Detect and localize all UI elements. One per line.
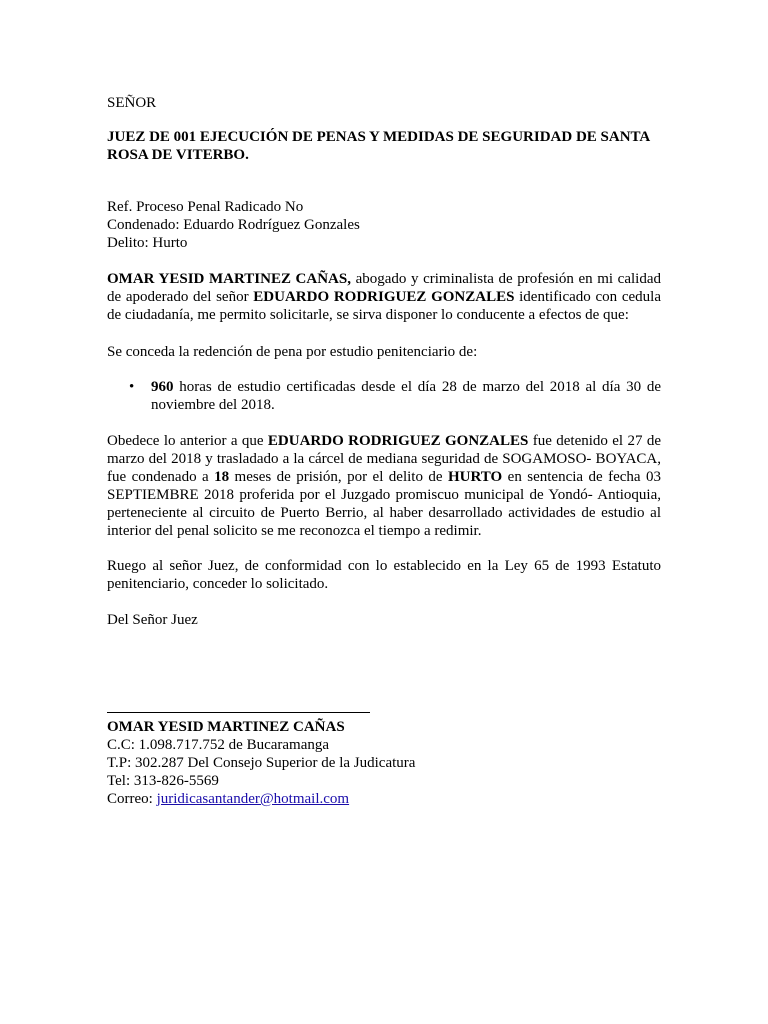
plea-paragraph: Ruego al señor Juez, de conformidad con lo establecido en la Ley 65 de 1993 Estatuto penitenciario, conceder lo solicitado.	[107, 558, 661, 592]
facts-text-4: en sentencia de fecha 03 SEPTIEMBRE 2018 proferida por el Juzgado promiscuo municipal de Yondó- Antioquia, perteneciente al circuito de Puerto Berrio, al haber desarrollado actividades de estudio al interior del penal solicito se me reconozca el tiempo a redimir.	[107, 469, 661, 539]
signature-block	[107, 718, 661, 808]
study-hours: 960	[151, 379, 174, 395]
reference-block	[107, 198, 661, 252]
intro-paragraph	[107, 270, 661, 324]
facts-client-name: EDUARDO RODRIGUEZ GONZALES	[267, 433, 529, 449]
facts-text-2: fue detenido el 27 de marzo del 2018 y trasladado a la cárcel de mediana seguridad de SOGAMOSO- BOYACA, fue condenado a	[107, 433, 661, 485]
reference-convicted: Condenado: Eduardo Rodríguez Gonzales	[107, 217, 360, 233]
intro-text-1: abogado y criminalista de profesión en mi calidad de apoderado del señor	[107, 271, 661, 305]
reference-crime: Delito: Hurto	[107, 235, 188, 251]
signature-name: OMAR YESID MARTINEZ CAÑAS	[107, 719, 345, 735]
request-paragraph: Se conceda la redención de pena por estudio penitenciario de:	[107, 344, 478, 360]
signature-phone: Tel: 313-826-5569	[107, 773, 219, 789]
author-name: OMAR YESID MARTINEZ CAÑAS,	[107, 271, 351, 287]
client-name: EDUARDO RODRIGUEZ GONZALES	[253, 289, 515, 305]
closing: Del Señor Juez	[107, 612, 198, 628]
sentence-months: 18	[214, 469, 230, 485]
salutation: SEÑOR	[107, 95, 157, 111]
addressee-line-2: ROSA DE VITERBO.	[107, 147, 249, 163]
addressee	[107, 128, 661, 164]
facts-text-1: Obedece lo anterior a que	[107, 433, 268, 449]
reference-number: Ref. Proceso Penal Radicado No	[107, 199, 304, 215]
signature-email-row	[107, 790, 661, 808]
signature-tp: T.P: 302.287 Del Consejo Superior de la Judicatura	[107, 755, 416, 771]
signature-id: C.C: 1.098.717.752 de Bucaramanga	[107, 737, 330, 753]
facts-paragraph	[107, 432, 661, 540]
email-link[interactable]: juridicasantander@hotmail.com	[156, 791, 350, 807]
bullet-icon: •	[129, 379, 135, 395]
bullet-text: horas de estudio certificadas desde el día 28 de marzo del 2018 al día 30 de noviembre del 2018.	[151, 379, 661, 413]
email-label: Correo:	[107, 791, 157, 807]
signature-line	[107, 712, 370, 713]
facts-crime: HURTO	[448, 469, 503, 485]
bullet-item	[151, 378, 661, 414]
intro-text-2: identificado con cedula de ciudadanía, me permito solicitarle, se sirva disponer lo conducente a efectos de que:	[107, 289, 661, 323]
facts-text-3: meses de prisión, por el delito de	[229, 469, 448, 485]
addressee-line-1: JUEZ DE 001 EJECUCIÓN DE PENAS Y MEDIDAS DE SEGURIDAD DE SANTA	[107, 129, 651, 145]
